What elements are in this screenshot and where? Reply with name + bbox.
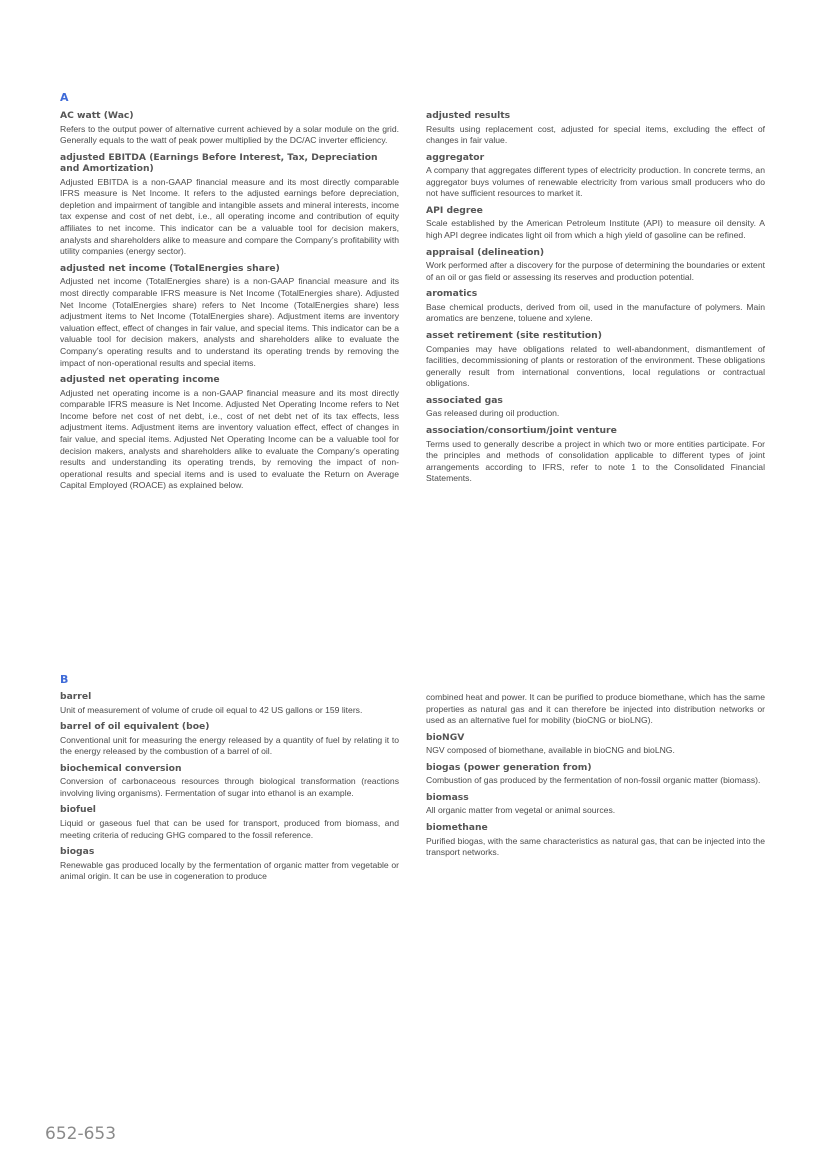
glossary-definition-continued: combined heat and power. It can be purified to produce biomethane, which has the same properties as natural gas and it can therefore be injected into distribution networks or used as an alternative fuel for mobility (bioCNG or bioLNG). — [426, 692, 765, 726]
glossary-entry — [426, 732, 765, 757]
glossary-term: biogas (power generation from) — [426, 761, 592, 773]
glossary-entry — [60, 110, 399, 147]
glossary-definition: Terms used to generally describe a project in which two or more entities participate. For the principles and methods of consolidation applicable to different types of joint arrangements according to IFRS, refer to note 1 to the Consolidated Financial Statements. — [426, 438, 765, 484]
glossary-entry — [426, 288, 765, 325]
glossary-definition: A company that aggregates different types of electricity production. In concrete terms, an aggregator buys volumes of renewable electricity from various small producers who do not have sufficient resources to market it. — [426, 165, 765, 199]
glossary-term: association/consortium/joint venture — [426, 425, 617, 436]
glossary-term: AC watt (Wac) — [60, 110, 134, 121]
glossary-term: API degree — [426, 204, 483, 216]
glossary-entry — [426, 762, 765, 787]
column-a-left — [60, 110, 399, 497]
column-b-left — [60, 691, 399, 888]
glossary-definition: Conversion of carbonaceous resources through biological transformation (reactions involving living organisms). Fermentation of sugar into ethanol is an example. — [60, 776, 399, 798]
glossary-term: biofuel — [60, 804, 96, 816]
glossary-entry — [426, 247, 765, 284]
glossary-definition: Results using replacement cost, adjusted for special items, excluding the effect of changes in fair value. — [426, 123, 765, 146]
glossary-term: aromatics — [426, 288, 478, 300]
glossary-term: biomass — [426, 791, 469, 803]
glossary-term: aggregator — [426, 151, 485, 163]
glossary-entry — [60, 374, 399, 492]
glossary-term: bioNGV — [426, 731, 465, 743]
glossary-entry — [426, 425, 765, 485]
glossary-definition: Adjusted net operating income is a non-GAAP financial measure and its most directly comparable IFRS measure is Net Income. Adjusted Net Operating Income refers to Net Income before net cost of net debt, i.e., cost of net debt net of its tax effects, less adjustment items. Adjustment items are inventory valuation effect, effect of changes in fair value, and special items. Adjusted Net Operating Income can be a valuable tool for decision makers, analysts and shareholders alike to evaluate the Company’s operating results and understanding its operating trends, by removing the impact of non-operational results and special items and is used to evaluate the Return on Average Capital Employed (ROACE) as explained below. — [60, 387, 399, 491]
glossary-entry — [426, 395, 765, 420]
section-letter-b: B — [60, 673, 69, 686]
glossary-definition: NGV composed of biomethane, available in bioCNG and bioLNG. — [426, 745, 675, 756]
glossary-entry — [426, 330, 765, 390]
glossary-term: biogas — [60, 846, 95, 858]
page-number: 652-653 — [45, 1124, 117, 1144]
glossary-continuation — [426, 692, 765, 727]
glossary-definition: Adjusted net income (TotalEnergies share) is a non-GAAP financial measure and its most directly comparable IFRS measure is Net Income (TotalEnergies share). Adjusted Net Income (TotalEnergies share) refers to Net Income (TotalEnergies share) less adjustment items to Net Income (TotalEnergies share). Adjustment items are inventory valuation effect, effect of changes in fair value, and special items. This indicator can be a valuable tool for decision makers, analysts and shareholders alike to evaluate the Company’s operating results and to understand its operating trends by removing the impact of non-operational results and special items. — [60, 276, 399, 368]
glossary-definition: Combustion of gas produced by the fermentation of non-fossil organic matter (biomass). — [426, 775, 761, 786]
glossary-definition: Refers to the output power of alternative current achieved by a solar module on the grid. Generally equals to the watt of peak power multiplied by the DC/AC inverter efficiency. — [60, 123, 399, 146]
glossary-definition: All organic matter from vegetal or animal sources. — [426, 805, 616, 816]
glossary-definition: Base chemical products, derived from oil, used in the manufacture of polymers. Main aromatics are benzene, toluene and xylene. — [426, 301, 765, 324]
glossary-definition: Unit of measurement of volume of crude oil equal to 42 US gallons or 159 liters. — [60, 704, 363, 715]
glossary-term: adjusted net operating income — [60, 374, 220, 386]
glossary-entry — [426, 110, 765, 147]
glossary-entry — [60, 846, 399, 883]
glossary-definition: Purified biogas, with the same characteristics as natural gas, that can be injected into the transport networks. — [426, 835, 765, 858]
glossary-term: barrel of oil equivalent (boe) — [60, 721, 210, 733]
glossary-definition: Conventional unit for measuring the energy released by a quantity of fuel by relating it to the energy released by the combustion of a barrel of oil. — [60, 734, 399, 757]
glossary-definition: Liquid or gaseous fuel that can be used for transport, produced from biomass, and meeting criteria of reducing GHG compared to the fossil reference. — [60, 817, 399, 840]
glossary-entry — [60, 152, 399, 258]
glossary-entry — [60, 263, 399, 369]
column-b-right — [426, 692, 765, 864]
glossary-term: associated gas — [426, 394, 503, 406]
glossary-term: biomethane — [426, 822, 488, 834]
glossary-entry — [426, 152, 765, 200]
glossary-term: biochemical conversion — [60, 762, 182, 774]
glossary-definition: Scale established by the American Petroleum Institute (API) to measure oil density. A high API degree indicates light oil from which a high yield of gasoline can be refined. — [426, 218, 765, 241]
glossary-term: asset retirement (site restitution) — [426, 330, 602, 342]
glossary-term: adjusted net income (TotalEnergies share) — [60, 262, 280, 274]
glossary-term: barrel — [60, 691, 92, 702]
glossary-definition: Companies may have obligations related to well-abandonment, dismantlement of facilities, decommissioning of plants or restoration of the environment. These obligations generally result from international conventions, local regulations or contractual obligations. — [426, 343, 765, 389]
glossary-definition: Adjusted EBITDA is a non-GAAP financial measure and its most directly comparable IFRS measure is Net Income. It refers to the adjusted earnings before depreciation, depletion and impairment of tangible and intangible assets and mineral interests, income tax expense and cost of net debt, i.e., all operating income and contribution of equity affiliates to net income. This indicator can be a valuable tool for decision makers, analysts and shareholders alike to measure and compare the Company’s profitability with utility companies (energy sector). — [60, 176, 399, 257]
column-a-right — [426, 110, 765, 490]
glossary-entry — [426, 822, 765, 859]
glossary-entry — [426, 205, 765, 242]
section-letter-a: A — [60, 91, 69, 104]
glossary-entry — [426, 792, 765, 817]
glossary-definition: Renewable gas produced locally by the fermentation of organic matter from vegetable or animal origin. It can be use in cogeneration to produce — [60, 859, 399, 882]
glossary-term: adjusted EBITDA (Earnings Before Interest, Tax, Depreciation and Amortization) — [60, 151, 378, 175]
glossary-definition: Gas released during oil production. — [426, 408, 560, 419]
glossary-term: appraisal (delineation) — [426, 246, 545, 258]
glossary-definition: Work performed after a discovery for the purpose of determining the boundaries or extent of an oil or gas field or assessing its reserves and production potential. — [426, 260, 765, 282]
glossary-entry — [60, 721, 399, 758]
glossary-entry — [60, 804, 399, 841]
glossary-entry — [60, 763, 399, 800]
glossary-entry — [60, 691, 399, 716]
glossary-term: adjusted results — [426, 110, 511, 121]
